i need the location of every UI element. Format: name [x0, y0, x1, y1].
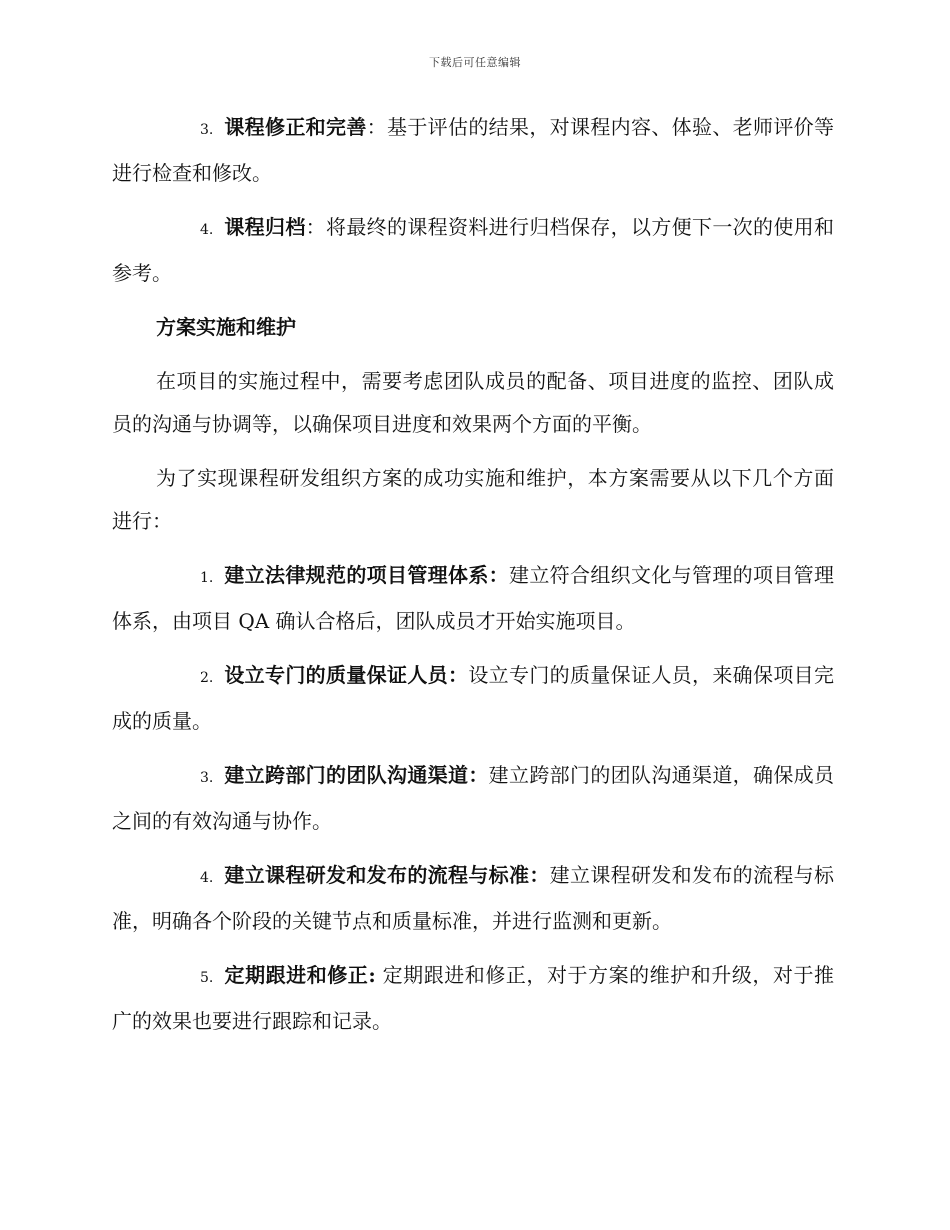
item-title: 设立专门的质量保证人员： [224, 663, 469, 687]
item-number: 2. [200, 670, 214, 686]
section-paragraph-1: 在项目的实施过程中，需要考虑团队成员的配备、项目进度的监控、团队成员的沟通与协调等，以确保项目进度和效果两个方面的平衡。 [112, 369, 834, 436]
item-text: 基于评估的结果，对课程内容、体验、老师评价等进行检查和修改。 [112, 115, 835, 185]
list-item-process-standards [112, 854, 834, 943]
item-number: 4. [200, 222, 214, 238]
item-number: 3. [200, 770, 214, 786]
item-separator: ： [305, 215, 327, 239]
list-item-curriculum-archive [112, 206, 834, 295]
item-number: 3. [200, 122, 214, 138]
item-text: 建立课程研发和发布的流程与标准，明确各个阶段的关键节点和质量标准，并进行监测和更新。 [112, 863, 835, 933]
item-number: 4. [200, 870, 214, 886]
item-text: 定期跟进和修正，对于方案的维护和升级，对于推广的效果也要进行跟踪和记录。 [112, 963, 834, 1033]
item-title: 课程修正和完善 [224, 115, 367, 139]
item-text: 建立跨部门的团队沟通渠道，确保成员之间的有效沟通与协作。 [112, 763, 835, 833]
item-separator: ： [366, 115, 388, 139]
section-paragraph-2: 为了实现课程研发组织方案的成功实施和维护，本方案需要从以下几个方面进行： [112, 466, 834, 533]
item-title: 课程归档 [224, 215, 306, 239]
item-number: 5. [200, 970, 214, 986]
item-text: 将最终的课程资料进行归档保存，以方便下一次的使用和参考。 [112, 215, 835, 285]
list-item-qa-staff [112, 654, 834, 743]
item-text: 建立符合组织文化与管理的项目管理体系，由项目 QA 确认合格后，团队成员才开始实施项目。 [112, 563, 834, 633]
item-number: 1. [200, 570, 214, 586]
list-item-management-system [112, 554, 834, 643]
item-title: 定期跟进和修正: [224, 963, 376, 987]
item-text: 设立专门的质量保证人员，来确保项目完成的质量。 [112, 663, 835, 733]
item-title: 建立法律规范的项目管理体系： [224, 563, 509, 587]
item-title: 建立跨部门的团队沟通渠道： [224, 763, 489, 787]
section-heading: 方案实施和维护 [156, 315, 296, 339]
item-title: 建立课程研发和发布的流程与标准： [224, 863, 550, 887]
list-item-communication-channel [112, 754, 834, 843]
document-body [112, 106, 834, 1054]
list-item-curriculum-revision [112, 106, 834, 195]
list-item-follow-up [112, 954, 834, 1043]
header-note: 下载后可任意编辑 [429, 56, 521, 69]
